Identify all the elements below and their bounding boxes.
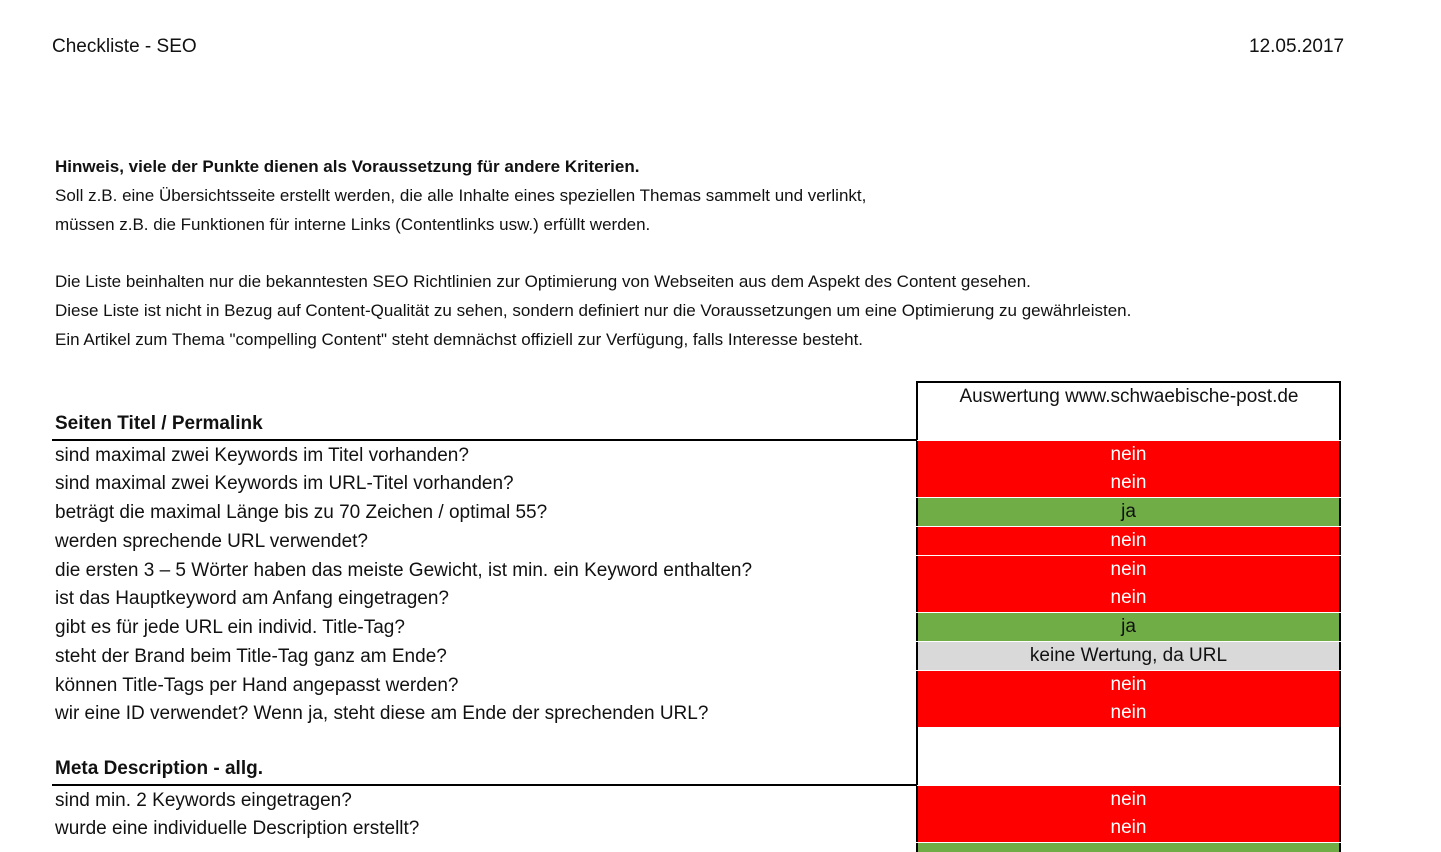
question-text: wurde eine individuelle Description erstellt? (55, 818, 420, 839)
answer-cell: nein (916, 786, 1341, 814)
question-text: können Title-Tags per Hand angepasst werden? (55, 675, 459, 696)
info-line: Die Liste beinhalten nur die bekanntesten SEO Richtlinien zur Optimierung von Webseiten aus dem Aspekt des Content gesehen. (55, 272, 1031, 291)
question-text: beträgt die maximal Länge bis zu 70 Zeichen / optimal 55? (55, 502, 548, 523)
question-text: steht der Brand beim Title-Tag ganz am Ende? (55, 646, 447, 667)
question-text: gibt es für jede URL ein individ. Title-Tag? (55, 617, 405, 638)
section-heading: Seiten Titel / Permalink (55, 413, 263, 434)
question-text: sind maximal zwei Keywords im Titel vorhanden? (55, 445, 469, 466)
answer-cell: nein (916, 527, 1341, 555)
hint-line: müssen z.B. die Funktionen für interne Links (Contentlinks usw.) erfüllt werden. (55, 215, 651, 234)
answer-cell: keine Wertung, da URL (916, 642, 1341, 670)
question-text: werden sprechende URL verwendet? (55, 531, 368, 552)
answer-cell: ja (916, 498, 1341, 526)
hint-heading: Hinweis, viele der Punkte dienen als Voraussetzung für andere Kriterien. (55, 157, 640, 176)
document-date: 12.05.2017 (1249, 36, 1345, 57)
spacer-cell (916, 727, 1341, 785)
info-line: Ein Artikel zum Thema "compelling Content" steht demnächst offiziell zur Verfügung, falls Interesse besteht. (55, 330, 864, 349)
info-line: Diese Liste ist nicht in Bezug auf Content-Qualität zu sehen, sondern definiert nur die Voraussetzungen um eine Optimierung zu gewährleisten. (55, 301, 1132, 320)
answer-cell-partial (916, 843, 1341, 852)
question-text: wir eine ID verwendet? Wenn ja, steht diese am Ende der sprechenden URL? (55, 703, 709, 724)
section-heading: Meta Description - allg. (55, 758, 263, 779)
question-text: die ersten 3 – 5 Wörter haben das meiste Gewicht, ist min. ein Keyword enthalten? (55, 560, 753, 581)
question-text: ist das Hauptkeyword am Anfang eingetragen? (55, 588, 449, 609)
evaluation-header-label: Auswertung www.schwaebische-post.de (959, 386, 1299, 407)
answer-cell: nein (916, 814, 1341, 842)
answer-cell: nein (916, 469, 1341, 497)
document-title: Checkliste - SEO (52, 36, 197, 57)
answer-cell: ja (916, 613, 1341, 641)
hint-line: Soll z.B. eine Übersichtsseite erstellt werden, die alle Inhalte eines speziellen Themas sammelt und verlinkt, (55, 186, 867, 205)
question-text: sind maximal zwei Keywords im URL-Titel vorhanden? (55, 473, 514, 494)
answer-cell: nein (916, 584, 1341, 612)
answer-cell: nein (916, 556, 1341, 584)
question-text: sind min. 2 Keywords eingetragen? (55, 790, 352, 811)
answer-cell: nein (916, 441, 1341, 469)
answer-cell: nein (916, 671, 1341, 699)
answer-cell: nein (916, 699, 1341, 727)
